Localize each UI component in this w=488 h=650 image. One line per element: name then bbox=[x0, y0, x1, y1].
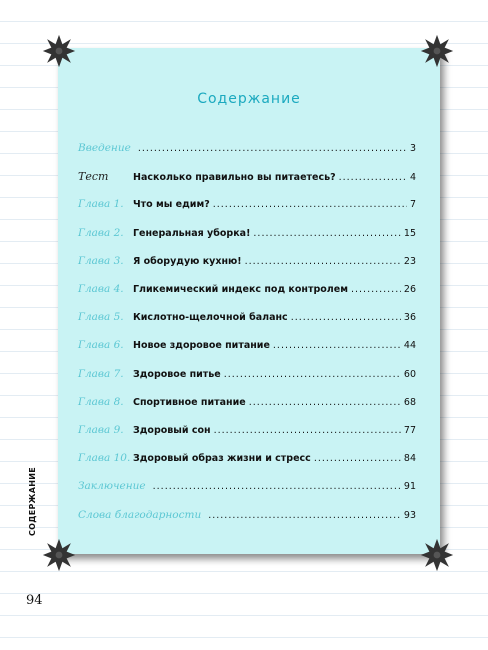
leader-dots bbox=[138, 143, 407, 154]
toc-entry-chapter-10[interactable] bbox=[78, 452, 416, 470]
leader-dots bbox=[208, 510, 401, 521]
toc-entry-chapter-5[interactable] bbox=[78, 311, 416, 329]
toc-entry-page: 4 bbox=[409, 172, 416, 183]
toc-entry-chapter-3[interactable] bbox=[78, 255, 416, 273]
leader-dots bbox=[224, 369, 401, 380]
toc-entry-title: Здоровый сон bbox=[133, 425, 211, 436]
toc-entry-page: 68 bbox=[403, 397, 416, 408]
leader-dots bbox=[351, 284, 401, 295]
toc-entry-chapter-2[interactable] bbox=[78, 227, 416, 245]
leader-dots bbox=[214, 425, 401, 436]
toc-entry-label: Глава 2. bbox=[78, 227, 124, 239]
toc-entry-label: Введение bbox=[78, 142, 131, 154]
toc-entry-title: Гликемический индекс под контролем bbox=[133, 284, 348, 295]
leader-dots bbox=[291, 312, 401, 323]
page-number: 94 bbox=[26, 593, 43, 608]
toc-card bbox=[58, 48, 440, 554]
toc-entry-label: Глава 5. bbox=[78, 311, 124, 323]
toc-entry-label: Глава 10. bbox=[78, 452, 131, 464]
toc-entry-page: 7 bbox=[409, 199, 416, 210]
toc-entry-label: Глава 8. bbox=[78, 396, 124, 408]
toc-entry-chapter-7[interactable] bbox=[78, 368, 416, 386]
star-ornament-icon bbox=[42, 538, 76, 572]
toc-entry-chapter-1[interactable] bbox=[78, 198, 416, 216]
toc-entry-test[interactable] bbox=[78, 170, 416, 188]
toc-entry-conclusion[interactable] bbox=[78, 480, 416, 498]
toc-entry-title: Я оборудую кухню! bbox=[133, 256, 242, 267]
toc-entry-label: Глава 6. bbox=[78, 339, 124, 351]
toc-entry-label: Глава 1. bbox=[78, 198, 124, 210]
toc-entry-page: 77 bbox=[403, 425, 416, 436]
toc-entry-title: Здоровое питье bbox=[133, 369, 221, 380]
toc-entry-title: Насколько правильно вы питаетесь? bbox=[133, 172, 336, 183]
toc-entry-title: Что мы едим? bbox=[133, 199, 210, 210]
star-ornament-icon bbox=[420, 34, 454, 68]
toc-entry-chapter-4[interactable] bbox=[78, 283, 416, 301]
toc-entry-label: Глава 4. bbox=[78, 283, 124, 295]
leader-dots bbox=[213, 199, 407, 210]
toc-entry-intro[interactable] bbox=[78, 142, 416, 160]
toc-entry-page: 91 bbox=[403, 481, 416, 492]
toc-entry-title: Новое здоровое питание bbox=[133, 340, 270, 351]
toc-entry-label: Заключение bbox=[78, 480, 146, 492]
toc-entry-chapter-8[interactable] bbox=[78, 396, 416, 414]
toc-title: Содержание bbox=[197, 91, 301, 107]
toc-entry-page: 44 bbox=[403, 340, 416, 351]
toc-entry-page: 93 bbox=[403, 510, 416, 521]
toc-entry-label: Глава 3. bbox=[78, 255, 124, 267]
leader-dots bbox=[245, 256, 401, 267]
toc-entry-label: Глава 7. bbox=[78, 368, 124, 380]
toc-entry-page: 15 bbox=[403, 228, 416, 239]
toc-entry-acknowledgements[interactable] bbox=[78, 509, 416, 527]
leader-dots bbox=[253, 228, 401, 239]
section-side-label: СОДЕРЖАНИЕ bbox=[28, 467, 37, 536]
star-ornament-icon bbox=[420, 538, 454, 572]
toc-entry-chapter-9[interactable] bbox=[78, 424, 416, 442]
leader-dots bbox=[249, 397, 401, 408]
toc-entry-page: 36 bbox=[403, 312, 416, 323]
toc-entry-title: Генеральная уборка! bbox=[133, 228, 251, 239]
toc-entry-chapter-6[interactable] bbox=[78, 339, 416, 357]
toc-entry-page: 3 bbox=[409, 143, 416, 154]
leader-dots bbox=[314, 453, 401, 464]
leader-dots bbox=[273, 340, 401, 351]
toc-entry-title: Кислотно-щелочной баланс bbox=[133, 312, 288, 323]
toc-entry-page: 23 bbox=[403, 256, 416, 267]
toc-entry-title: Спортивное питание bbox=[133, 397, 246, 408]
leader-dots bbox=[153, 481, 401, 492]
toc-entry-page: 84 bbox=[403, 453, 416, 464]
leader-dots bbox=[339, 172, 407, 183]
toc-entry-label: Тест bbox=[78, 170, 109, 183]
toc-entry-page: 60 bbox=[403, 369, 416, 380]
star-ornament-icon bbox=[42, 34, 76, 68]
toc-entry-label: Слова благодарности bbox=[78, 509, 202, 521]
toc-entry-label: Глава 9. bbox=[78, 424, 124, 436]
toc-entry-page: 26 bbox=[403, 284, 416, 295]
toc-entry-title: Здоровый образ жизни и стресс bbox=[133, 453, 311, 464]
